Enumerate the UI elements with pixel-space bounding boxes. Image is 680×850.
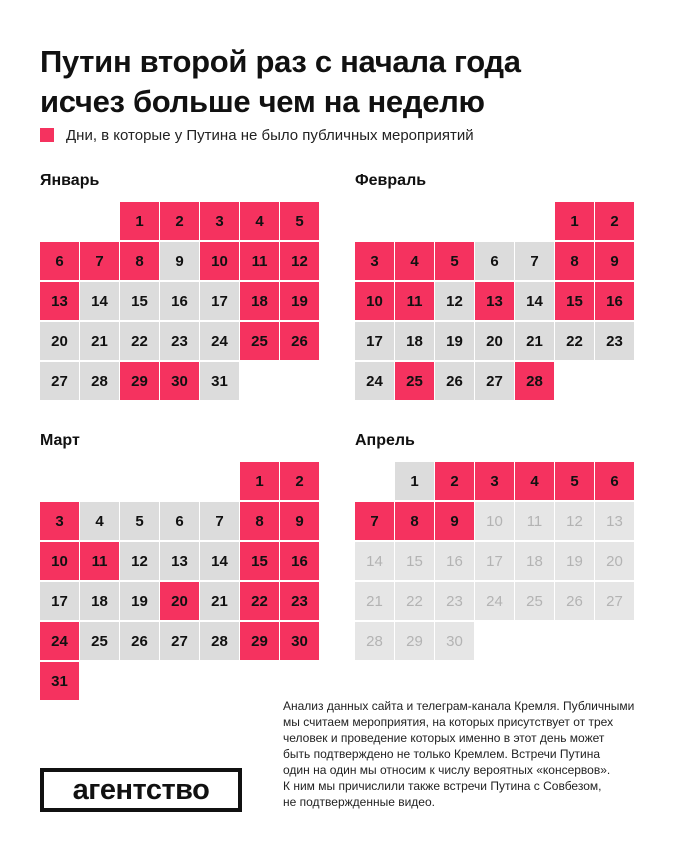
- day-cell: 23: [280, 582, 319, 620]
- title-line-2: исчез больше чем на неделю: [40, 84, 485, 119]
- day-cell: 16: [160, 282, 199, 320]
- day-cell: 2: [160, 202, 199, 240]
- day-cell: 29: [240, 622, 279, 660]
- day-cell: 7: [200, 502, 239, 540]
- day-cell: 5: [435, 242, 474, 280]
- day-cell: 18: [515, 542, 554, 580]
- legend-label: Дни, в которые у Путина не было публичных мероприятий: [66, 126, 474, 144]
- day-cell: 19: [555, 542, 594, 580]
- day-cell: 9: [160, 242, 199, 280]
- day-cell: 20: [40, 322, 79, 360]
- day-cell: 22: [395, 582, 434, 620]
- day-cell: 7: [355, 502, 394, 540]
- day-cell: 21: [80, 322, 119, 360]
- day-cell: 24: [475, 582, 514, 620]
- day-cell: 13: [160, 542, 199, 580]
- day-cell: 11: [395, 282, 434, 320]
- day-cell: 22: [120, 322, 159, 360]
- day-cell: 24: [200, 322, 239, 360]
- day-cell: 1: [240, 462, 279, 500]
- day-cell: 10: [200, 242, 239, 280]
- day-cell: 14: [355, 542, 394, 580]
- day-cell: 12: [555, 502, 594, 540]
- day-cell: 29: [395, 622, 434, 660]
- day-cell: 15: [240, 542, 279, 580]
- day-cell: 20: [160, 582, 199, 620]
- day-cell: 20: [475, 322, 514, 360]
- day-cell: 1: [555, 202, 594, 240]
- note-line: не подтвержденные видео.: [283, 795, 435, 809]
- day-cell: 2: [280, 462, 319, 500]
- day-cell: 11: [515, 502, 554, 540]
- day-cell: 16: [280, 542, 319, 580]
- note-line: Анализ данных сайта и телеграм-канала Кремля. Публичными: [283, 699, 635, 713]
- day-cell: 23: [595, 322, 634, 360]
- month-title-february: Февраль: [355, 172, 427, 189]
- day-cell: 20: [595, 542, 634, 580]
- day-cell: 25: [395, 362, 434, 400]
- note-line: человек и проведение которых именно в этот день может: [283, 731, 605, 745]
- day-cell: 14: [200, 542, 239, 580]
- day-cell: 7: [515, 242, 554, 280]
- day-cell: 9: [435, 502, 474, 540]
- day-cell: 5: [120, 502, 159, 540]
- day-cell: 12: [435, 282, 474, 320]
- day-cell: 16: [435, 542, 474, 580]
- day-cell: 4: [240, 202, 279, 240]
- day-cell: 4: [515, 462, 554, 500]
- day-cell: 30: [280, 622, 319, 660]
- day-cell: 11: [240, 242, 279, 280]
- day-cell: 22: [240, 582, 279, 620]
- day-cell: 4: [395, 242, 434, 280]
- day-cell: 3: [355, 242, 394, 280]
- day-cell: 28: [355, 622, 394, 660]
- day-cell: 13: [475, 282, 514, 320]
- day-cell: 16: [595, 282, 634, 320]
- note-line: быть подтверждено не только Кремлем. Встречи Путина: [283, 747, 601, 761]
- month-title-april: Апрель: [355, 432, 415, 449]
- day-cell: 18: [80, 582, 119, 620]
- day-cell: 14: [515, 282, 554, 320]
- day-cell: 3: [200, 202, 239, 240]
- title-line-1: Путин второй раз с начала года: [40, 44, 521, 79]
- day-cell: 6: [40, 242, 79, 280]
- day-cell: 10: [40, 542, 79, 580]
- day-cell: 24: [40, 622, 79, 660]
- day-cell: 8: [120, 242, 159, 280]
- day-cell: 10: [355, 282, 394, 320]
- logo: агентство: [40, 768, 242, 812]
- day-cell: 29: [120, 362, 159, 400]
- day-cell: 22: [555, 322, 594, 360]
- day-cell: 18: [395, 322, 434, 360]
- day-cell: 6: [595, 462, 634, 500]
- month-title-march: Март: [40, 432, 80, 449]
- day-cell: 1: [395, 462, 434, 500]
- day-cell: 5: [280, 202, 319, 240]
- day-cell: 25: [80, 622, 119, 660]
- day-cell: 15: [395, 542, 434, 580]
- day-cell: 19: [435, 322, 474, 360]
- note-line: К ним мы причислили также встречи Путина с Совбезом,: [283, 779, 602, 793]
- day-cell: 25: [515, 582, 554, 620]
- day-cell: 21: [355, 582, 394, 620]
- note-line: мы считаем мероприятия, на которых присутствует от трех: [283, 715, 614, 729]
- day-cell: 2: [595, 202, 634, 240]
- day-cell: 3: [475, 462, 514, 500]
- day-cell: 12: [280, 242, 319, 280]
- day-cell: 26: [555, 582, 594, 620]
- day-cell: 15: [120, 282, 159, 320]
- day-cell: 15: [555, 282, 594, 320]
- day-cell: 2: [435, 462, 474, 500]
- day-cell: 10: [475, 502, 514, 540]
- day-cell: 8: [555, 242, 594, 280]
- day-cell: 12: [120, 542, 159, 580]
- day-cell: 25: [240, 322, 279, 360]
- day-cell: 21: [200, 582, 239, 620]
- page-title: [40, 42, 640, 122]
- legend: [40, 125, 474, 145]
- day-cell: 28: [515, 362, 554, 400]
- day-cell: 13: [40, 282, 79, 320]
- day-cell: 7: [80, 242, 119, 280]
- day-cell: 26: [280, 322, 319, 360]
- day-cell: 26: [435, 362, 474, 400]
- legend-swatch: [40, 128, 54, 142]
- day-cell: 19: [120, 582, 159, 620]
- day-cell: 3: [40, 502, 79, 540]
- day-cell: 17: [355, 322, 394, 360]
- day-cell: 6: [160, 502, 199, 540]
- day-cell: 27: [595, 582, 634, 620]
- day-cell: 24: [355, 362, 394, 400]
- day-cell: 17: [475, 542, 514, 580]
- day-cell: 13: [595, 502, 634, 540]
- day-cell: 17: [40, 582, 79, 620]
- day-cell: 8: [240, 502, 279, 540]
- day-cell: 8: [395, 502, 434, 540]
- month-title-january: Январь: [40, 172, 100, 189]
- day-cell: 28: [200, 622, 239, 660]
- day-cell: 30: [435, 622, 474, 660]
- day-cell: 14: [80, 282, 119, 320]
- note-line: один на один мы относим к числу вероятных «консервов».: [283, 763, 611, 777]
- day-cell: 27: [160, 622, 199, 660]
- day-cell: 23: [435, 582, 474, 620]
- methodology-note: [283, 698, 653, 810]
- day-cell: 6: [475, 242, 514, 280]
- day-cell: 4: [80, 502, 119, 540]
- day-cell: 1: [120, 202, 159, 240]
- day-cell: 21: [515, 322, 554, 360]
- day-cell: 11: [80, 542, 119, 580]
- day-cell: 31: [40, 662, 79, 700]
- day-cell: 31: [200, 362, 239, 400]
- day-cell: 18: [240, 282, 279, 320]
- day-cell: 30: [160, 362, 199, 400]
- day-cell: 19: [280, 282, 319, 320]
- day-cell: 23: [160, 322, 199, 360]
- day-cell: 5: [555, 462, 594, 500]
- day-cell: 27: [40, 362, 79, 400]
- day-cell: 28: [80, 362, 119, 400]
- day-cell: 9: [280, 502, 319, 540]
- day-cell: 27: [475, 362, 514, 400]
- day-cell: 9: [595, 242, 634, 280]
- day-cell: 17: [200, 282, 239, 320]
- day-cell: 26: [120, 622, 159, 660]
